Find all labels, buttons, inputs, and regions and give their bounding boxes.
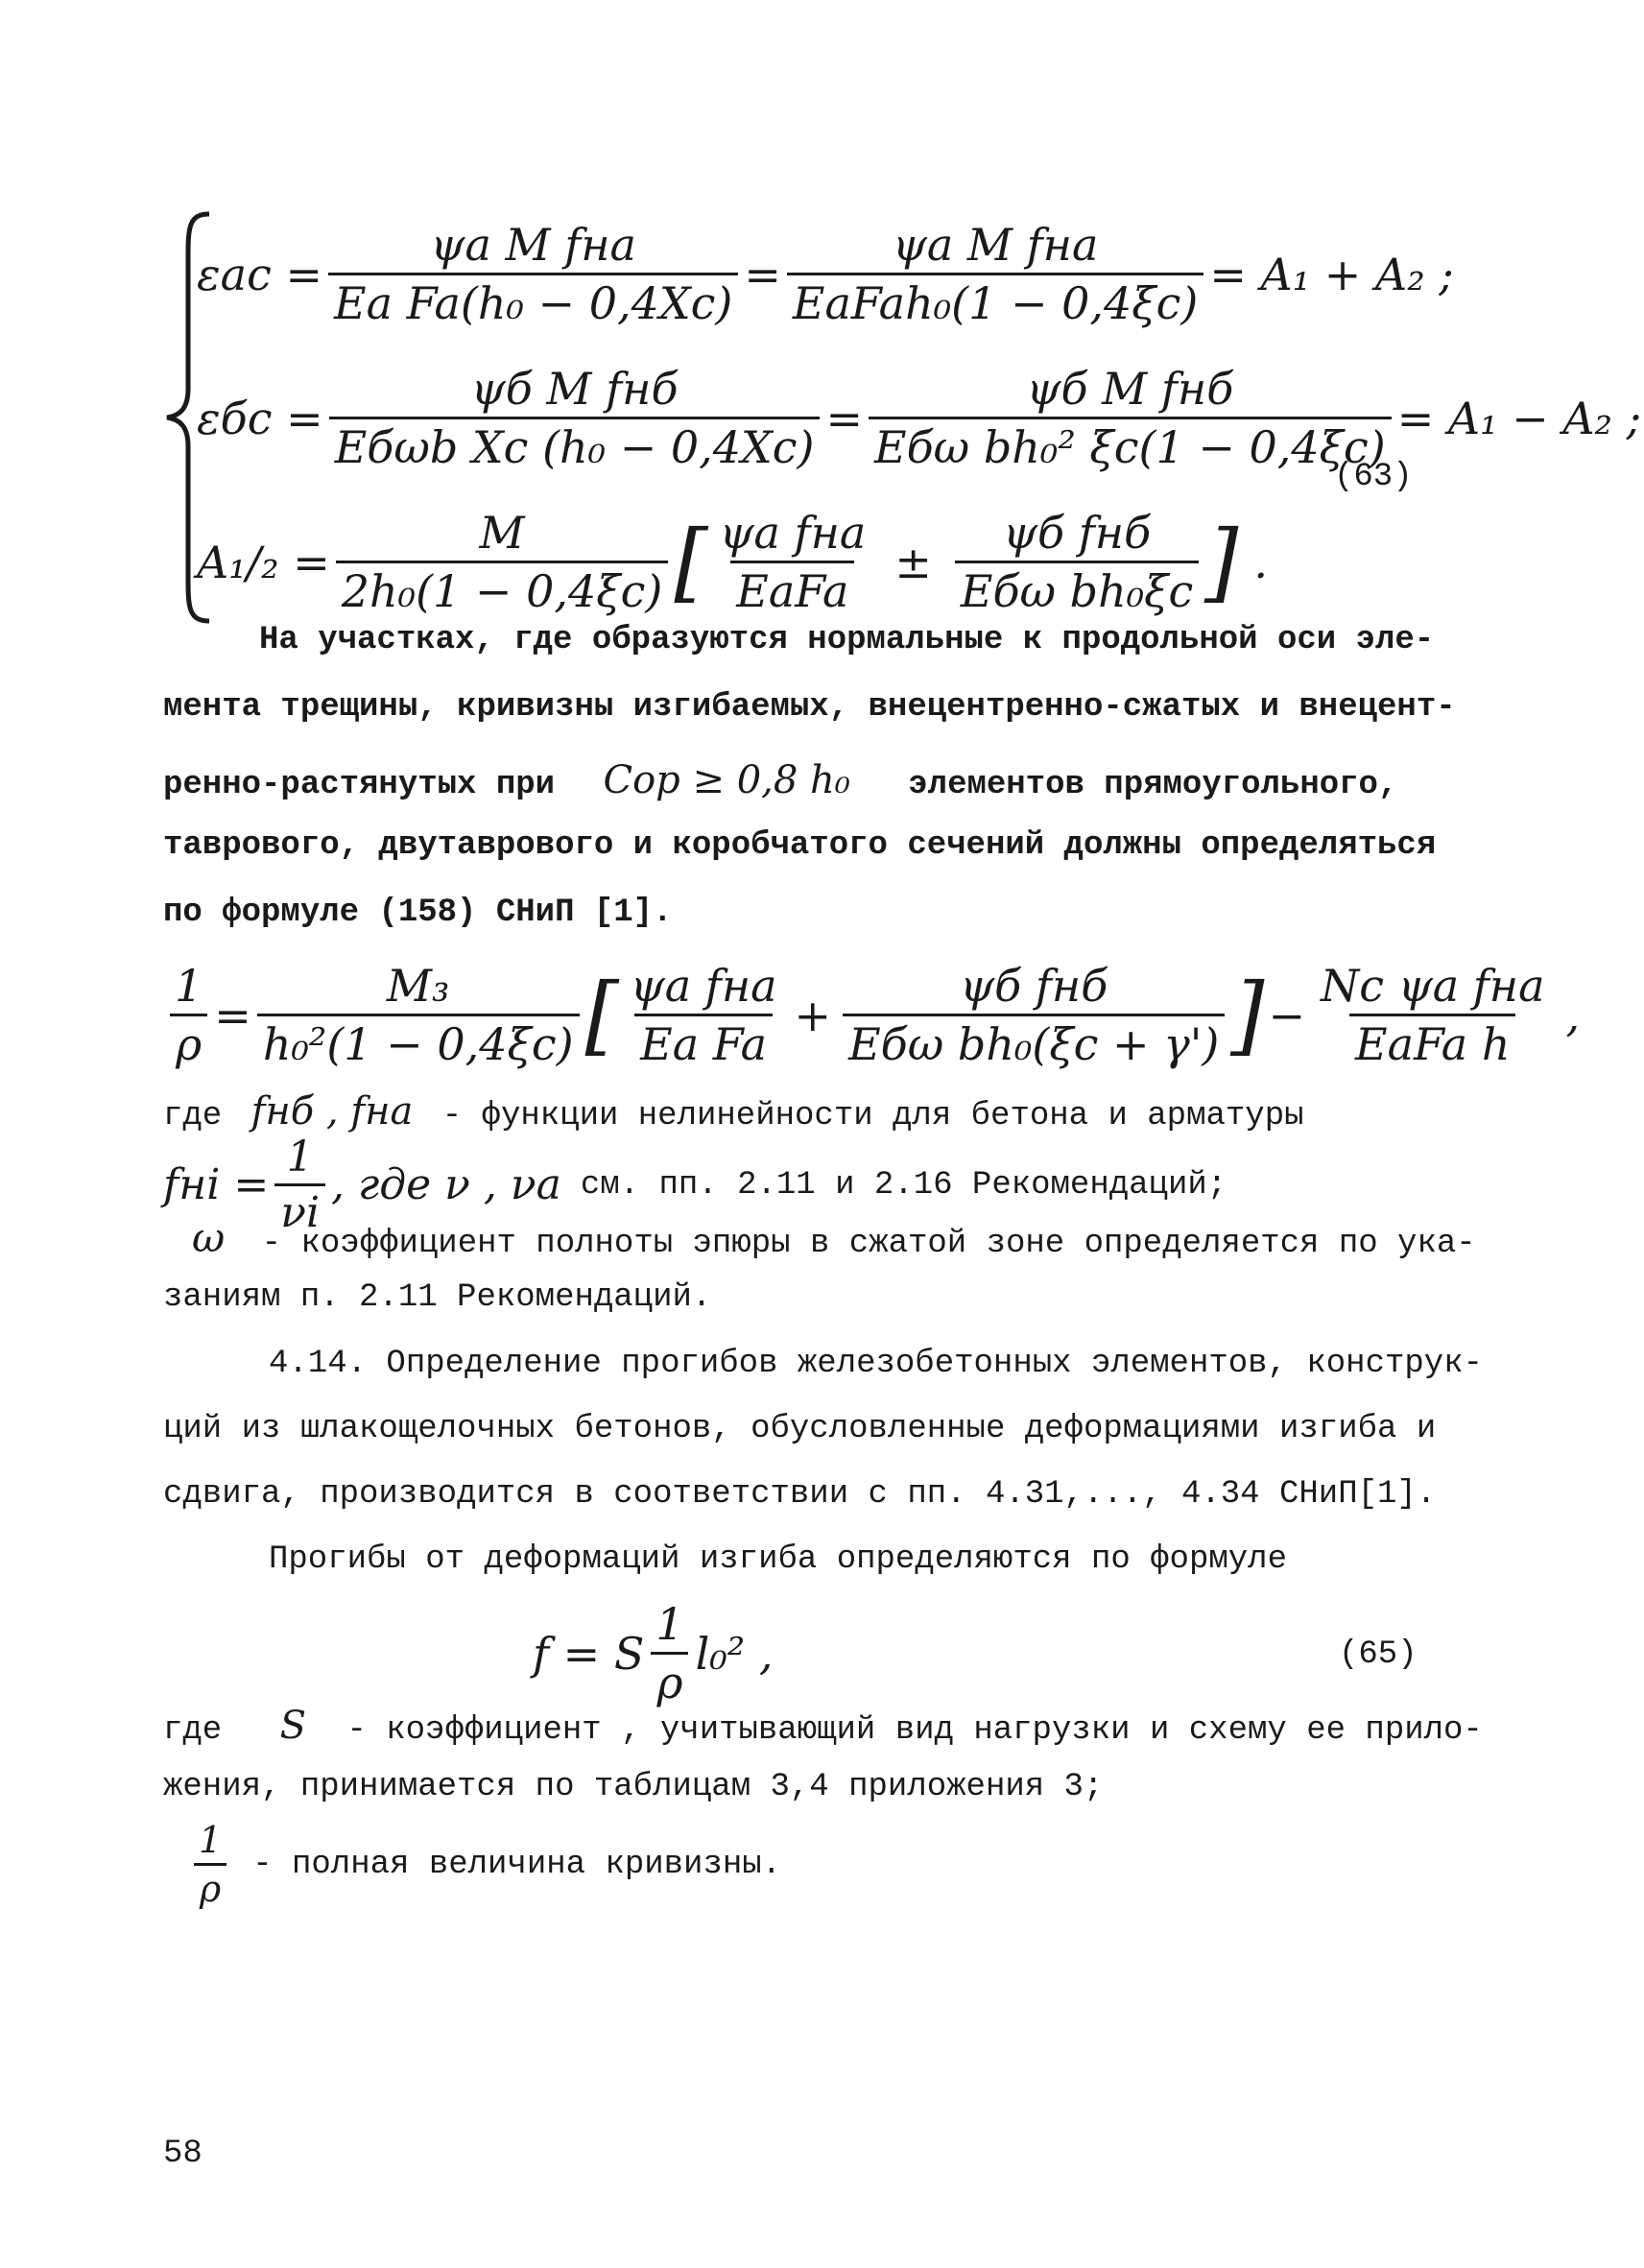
formula-65: f = S $\frac{1}{\rho}$ l₀² , (533, 1598, 774, 1708)
eq63-line1: εac = $\frac{\text{ψa M fнa}}{\text{Ea Fa(h₀ − 0,4Xc)}}$ = $\frac{\text{ψa M fнa}}{\text{EaFah₀(1 − 0,4ξc)}}$ = A₁ + A₂ ; (197, 219, 1454, 329)
paragraph-line: сдвига, производится в соответствии с пп. 4.31,..., 4.34 СНиП[1]. (163, 1476, 1437, 1513)
omega-line: ω - коэффициент полноты эпюры в сжатой зоне определяется по ука- (192, 1214, 1476, 1262)
omega-symbol: ω (192, 1214, 226, 1261)
left-bracket: [ (584, 964, 619, 1065)
equation-number-63: (63) (1334, 459, 1413, 495)
eq63-l1-rhs: = A₁ + A₂ ; (1209, 248, 1454, 300)
eq65-frac: $\frac{1}{\rho}$ (650, 1598, 689, 1708)
eq63-l3-bfrac1: $\frac{\text{ψa fнa}}{\text{EaFa}}$ (719, 507, 867, 617)
eq63-l3-bfrac2: $\frac{\text{ψб fнб}}{\text{Eбω bh₀ξc}}$ (955, 507, 1199, 617)
eq63-line3: A₁/₂ = $\frac{M}{\text{2h₀(1 − 0,4ξc)}}$ [ $\frac{\text{ψa fнa}}{\text{EaFa}}$ ± $\frac{\text{ψб fнб}}{\text{Eбω bh₀ξc}}$ ] . (197, 507, 1269, 617)
fnb-fna-math: fнб , fнa (250, 1089, 414, 1134)
eq63-l1-frac2: $\frac{\text{ψa M fнa}}{\text{EaFah₀(1 − 0,4ξc)}}$ (787, 219, 1204, 329)
paragraph-line: по формуле (158) СНиП [1]. (163, 895, 673, 931)
curvature-def-line: $\frac{1}{\rho}$ - полная величина кривизны. (187, 1819, 781, 1910)
paragraph-line: жения, принимается по таблицам 3,4 приложения 3; (163, 1769, 1104, 1805)
paragraph-line: На участках, где образуются нормальные к продольной оси эле- (259, 622, 1435, 658)
fhi-formula: fнi = $\frac{1}{\nu i}$ , где ν , νa см. пп. 2.11 и 2.16 Рекомендаций; (163, 1133, 1227, 1237)
eq63-l2-frac1: $\frac{\text{ψб M fнб}}{\text{Eбωb Xc (h₀ − 0,4Xc)}}$ (329, 363, 821, 473)
paragraph-line: ций из шлакощелочных бетонов, обусловленные деформациями изгиба и (163, 1411, 1437, 1447)
page-number: 58 (163, 2136, 203, 2172)
where-line: где S - коэффициент , учитывающий вид нагрузки и схему ее прило- (163, 1704, 1483, 1749)
left-bracket: [ (674, 511, 708, 612)
eq63-l2-rhs: = A₁ − A₂ ; (1396, 392, 1642, 444)
eq63-l2-lhs: εбc = (197, 392, 323, 444)
curvature-formula: $\frac{1}{\rho}$ = $\frac{\text{M₃}}{\text{h₀²(1 − 0,4ξc)}}$ [ $\frac{\text{ψa fнa}}{\text{Ea Fa}}$ + $\frac{\text{ψб fнб}}{\text{Eбω bh₀(ξc + γ')}}$ ] − $\frac{\text{Nc ψa fнa}}{\text{EaFa h}}$ , (163, 960, 1580, 1070)
paragraph-line: Прогибы от деформаций изгиба определяются по формуле (269, 1541, 1287, 1578)
cop-math: Cop ≥ 0,8 h₀ (603, 758, 850, 802)
right-bracket: ] (1204, 511, 1239, 612)
eq63-l1-lhs: εac = (197, 248, 323, 300)
eq63-l3-lhs: A₁/₂ = (197, 536, 330, 588)
paragraph-line: ренно-растянутых при Cop ≥ 0,8 h₀ элементов прямоугольного, (163, 758, 1398, 803)
paragraph-line: мента трещины, кривизны изгибаемых, внецентренно-сжатых и внецент- (163, 689, 1456, 726)
equation-number-65: (65) (1339, 1636, 1418, 1673)
eq63-l2-frac2: $\frac{\text{ψб M fнб}}{\text{Eбω bh₀² ξc(1 − 0,4ξc)}}$ (869, 363, 1392, 473)
paragraph-line: заниям п. 2.11 Рекомендаций. (163, 1279, 712, 1316)
eq63-l1-frac1: $\frac{\text{ψa M fнa}}{\text{Ea Fa(h₀ − 0,4Xc)}}$ (328, 219, 738, 329)
eq63-line2: εбc = $\frac{\text{ψб M fнб}}{\text{Eбωb Xc (h₀ − 0,4Xc)}}$ = $\frac{\text{ψб M fнб}}{\text{Eбω bh₀² ξc(1 − 0,4ξc)}}$ = A₁ − A₂ ; (197, 363, 1642, 473)
paragraph-line: таврового, двутаврового и коробчатого сечений должны определяться (163, 827, 1437, 864)
right-bracket: ] (1230, 964, 1265, 1065)
where-line: где fнб , fнa - функции нелинейности для бетона и арматуры (163, 1089, 1304, 1134)
fhi-frac: $\frac{1}{\nu i}$ (274, 1133, 325, 1237)
curv-frac3: $\frac{\text{Nc ψa fнa}}{\text{EaFa h}}$ (1320, 960, 1545, 1070)
curv-def-frac: $\frac{1}{\rho}$ (193, 1819, 227, 1910)
s-symbol: S (279, 1704, 307, 1748)
curv-frac1: $\frac{\text{M₃}}{\text{h₀²(1 − 0,4ξc)}}$ (257, 960, 580, 1070)
curv-lhs-frac: $\frac{1}{\rho}$ (169, 960, 208, 1070)
curv-bfrac2: $\frac{\text{ψб fнб}}{\text{Eбω bh₀(ξc + γ')}}$ (843, 960, 1225, 1070)
curv-bfrac1: $\frac{\text{ψa fнa}}{\text{Ea Fa}}$ (630, 960, 777, 1070)
eq63-l3-frac1: $\frac{M}{\text{2h₀(1 − 0,4ξc)}}$ (336, 507, 669, 617)
paragraph-line: 4.14. Определение прогибов железобетонных элементов, конструк- (269, 1346, 1484, 1382)
